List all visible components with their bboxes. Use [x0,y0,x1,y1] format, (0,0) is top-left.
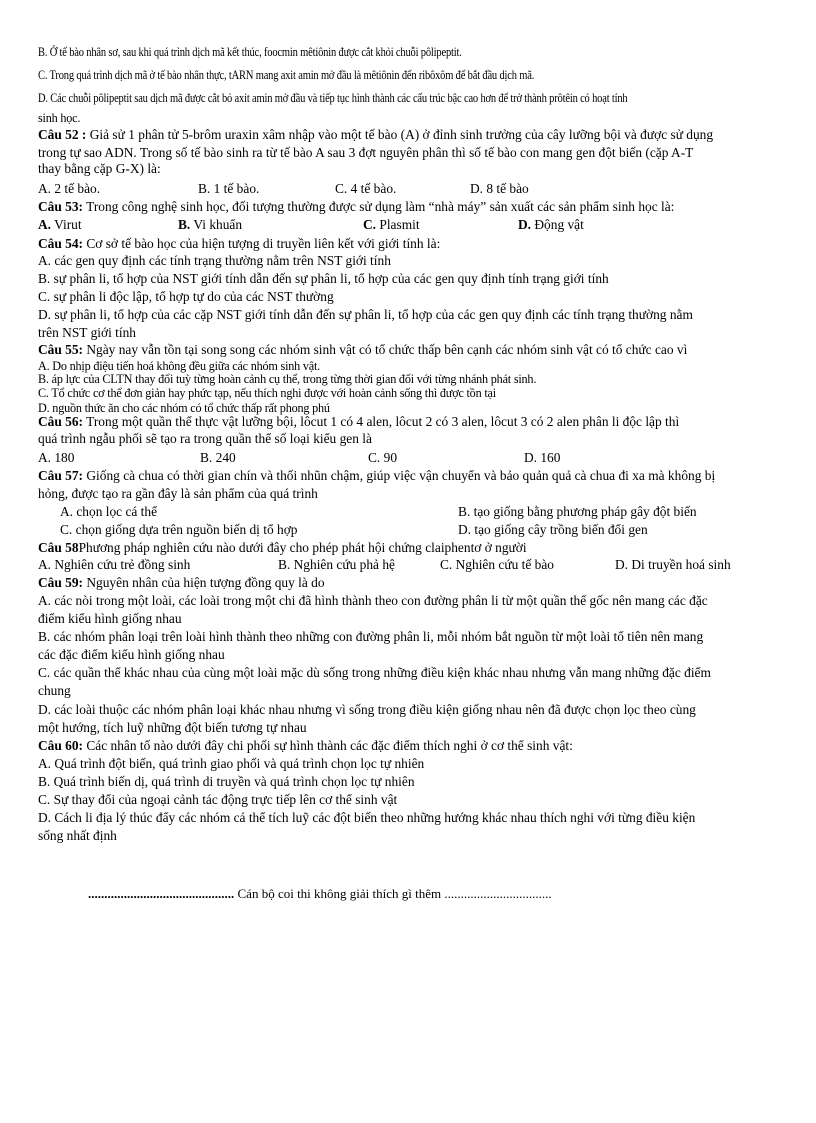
option-b: B. 1 tế bào. [198,181,260,196]
option-b: B. sự phân li, tổ hợp của NST giới tính dẫn đến sự phân li, tổ hợp của các gen quy định tính trạng giới tính [38,271,609,286]
question-52-cont: trong tự sao ADN. Trong số tế bào sinh ra từ tế bào A sau 3 đợt nguyên phân thì số tế bào con mang gen đột biến (cặp A-T [38,145,694,160]
option-d-cont: một hướng, tích luỹ những đột biến tương tự nhau [38,720,307,735]
footer-text: Cán bộ coi thi không giải thích gì thêm [234,886,445,901]
question-57-options-row2 [38,522,783,538]
question-60 [38,738,783,754]
question-text: Ngày nay vẫn tồn tại song song các nhóm sinh vật có tổ chức thấp bên cạnh các nhóm sinh vật có tổ chức cao vì [83,342,688,357]
option-b: B. các nhóm phân loại trên loài hình thành theo những con đường phân li, mỗi nhóm bắt nguồn từ một loài tổ tiên nên mang [38,629,704,644]
question-text: Nguyên nhân của hiện tượng đồng quy là do [83,575,325,590]
question-57-cont: hỏng, được tạo ra gần đây là sản phẩm của quá trình [38,486,318,501]
option-a: A. Nghiên cứu trẻ đồng sinh [38,557,191,572]
option-d: D. sự phân li, tổ hợp của các cặp NST giới tính dẫn đến sự phân li, tổ hợp của các gen quy định các tính trạng thường nằm [38,307,693,322]
question-59 [38,575,783,591]
question-53-options [38,217,783,233]
option-a: A. các nòi trong một loài, các loài trong một chi đã hình thành theo con đường phân li từ một quần thể gốc nên mang các đặc [38,593,708,608]
option-a: A. chọn lọc cá thể [60,504,158,519]
option-b: B. Nghiên cứu phả hệ [278,557,395,572]
question-number: Câu 54: [38,236,84,251]
option-a: A. 2 tế bào. [38,181,101,196]
option-c: C. sự phân li độc lập, tổ hợp tự do của các NST thường [38,289,334,304]
option-c: C. 4 tế bào. [335,181,397,196]
option-d: D. các loài thuộc các nhóm phân loại khác nhau nhưng vì sống trong điều kiện giống nhau nên đã được chọn lọc theo cùng [38,702,696,717]
question-57-options-row1 [38,504,783,520]
prev-option-b: B. Ở tế bào nhân sơ, sau khi quá trình dịch mã kết thúc, foocmin mêtiônin được cắt khỏi chuỗi pôlipeptit. [38,45,462,59]
option-c: C. Plasmit [363,217,420,232]
question-56-options [38,450,783,466]
question-text: Phương pháp nghiên cứu nào dưới đây cho phép phát hội chứng claiphentơ ở người [78,540,527,555]
option-c: C. các quần thể khác nhau của cùng một loài mặc dù sống trong những điều kiện khác nhau nhưng vẫn mang những đặc điểm [38,665,711,680]
option-c: C. Tổ chức cơ thể đơn giản hay phức tạp, nếu thích nghi được với hoàn cảnh sống thì được tồn tại [38,386,496,400]
option-c: C. Nghiên cứu tế bào [440,557,554,572]
option-c: C. Sự thay đổi của ngoại cảnh tác động trực tiếp lên cơ thể sinh vật [38,792,398,807]
option-a-cont: điểm kiểu hình giống nhau [38,611,182,626]
question-56-cont: quá trình ngẫu phối sẽ tạo ra trong quần thể số loại kiểu gen là [38,431,372,446]
exam-footer [88,886,648,902]
question-56 [38,414,783,430]
option-d: D. Cách li địa lý thúc đẩy các nhóm cá thể tích luỹ các đột biến theo những hướng khác nhau thích nghi với từng điều kiện [38,810,696,825]
option-d: D. tạo giống cây trồng biến đổi gen [458,522,648,537]
option-a: A. Do nhịp điệu tiến hoá không đều giữa các nhóm sinh vật. [38,359,321,373]
prev-option-c: C. Trong quá trình dịch mã ở tế bào nhân thực, tARN mang axit amin mở đầu là mêtiônin đến ribôxôm để bắt đầu dịch mã. [38,68,535,82]
question-number: Câu 55: [38,342,84,357]
option-a: A. 180 [38,450,75,465]
option-b: B. áp lực của CLTN thay đổi tuỳ từng hoàn cảnh cụ thể, trong từng thời gian đối với từng nhánh phát sinh. [38,372,537,386]
option-c: C. 90 [368,450,398,465]
question-text: Các nhân tố nào dưới đây chi phối sự hình thành các đặc điểm thích nghi ở cơ thể sinh vật: [83,738,573,753]
question-55 [38,342,783,358]
question-58 [38,540,783,556]
question-number: Câu 60: [38,738,84,753]
question-text: Trong một quần thể thực vật lưỡng bội, lôcut 1 có 4 alen, lôcut 2 có 3 alen, lôcut 3 có 2 alen phân li độc lập thì [83,414,680,429]
question-52-cont2: thay bằng cặp G-X) là: [38,161,161,176]
prev-option-d: D. Các chuỗi pôlipeptit sau dịch mã được cắt bỏ axit amin mở đầu và tiếp tục hình thành các cấu trúc bậc cao hơn để trở thành prôtêin có hoạt tính [38,91,628,105]
option-d: D. Động vật [518,217,584,232]
option-b: B. tạo giống bằng phương pháp gây đột biến [458,504,697,519]
question-text: Giả sử 1 phân tử 5-brôm uraxin xâm nhập vào một tế bào (A) ở đỉnh sinh trưởng của cây lưỡng bội và được sử dụng [86,127,714,142]
question-number: Câu 57: [38,468,84,483]
question-number: Câu 52 : [38,127,87,142]
footer-dots-right: ................................. [444,886,552,901]
question-53 [38,199,783,215]
question-text: Cơ sở tế bào học của hiện tượng di truyền liên kết với giới tính là: [83,236,441,251]
option-b: B. 240 [200,450,236,465]
option-d: D. 160 [524,450,561,465]
question-number: Câu 56: [38,414,84,429]
question-52-options [38,181,783,197]
question-number: Câu 59: [38,575,84,590]
option-c: C. chọn giống dựa trên nguồn biến dị tổ hợp [60,522,298,537]
option-a: A. các gen quy định các tính trạng thường nằm trên NST giới tính [38,253,391,268]
option-c-cont: chung [38,683,71,698]
option-d-cont: sống nhất định [38,828,117,843]
option-b: B. Quá trình biến dị, quá trình di truyền và quá trình chọn lọc tự nhiên [38,774,415,789]
question-54 [38,236,783,252]
prev-option-d-cont: sinh học. [38,111,81,125]
question-text: Giống cà chua có thời gian chín và thối nhũn chậm, giúp việc vận chuyển và bảo quản quả cà chua đi xa mà không bị [83,468,716,483]
option-d-cont: trên NST giới tính [38,325,136,340]
option-a: A. Quá trình đột biến, quá trình giao phối và quá trình chọn lọc tự nhiên [38,756,425,771]
question-52 [38,127,783,143]
option-b-cont: các đặc điểm kiểu hình giống nhau [38,647,225,662]
option-d: D. 8 tế bào [470,181,529,196]
question-text: Trong công nghệ sinh học, đối tượng thường được sử dụng làm “nhà máy” sản xuất các sản phẩm sinh học là: [83,199,675,214]
option-d: D. nguồn thức ăn cho các nhóm có tổ chức thấp rất phong phú [38,401,330,415]
option-b: B. Vi khuẩn [178,217,243,232]
question-number: Câu 58 [38,540,79,555]
option-a: A. Virut [38,217,82,232]
question-number: Câu 53: [38,199,84,214]
footer-dots-left: ............................................. [88,886,235,901]
option-d: D. Di truyền hoá sinh [615,557,731,572]
question-58-options [38,557,783,573]
question-57 [38,468,783,484]
